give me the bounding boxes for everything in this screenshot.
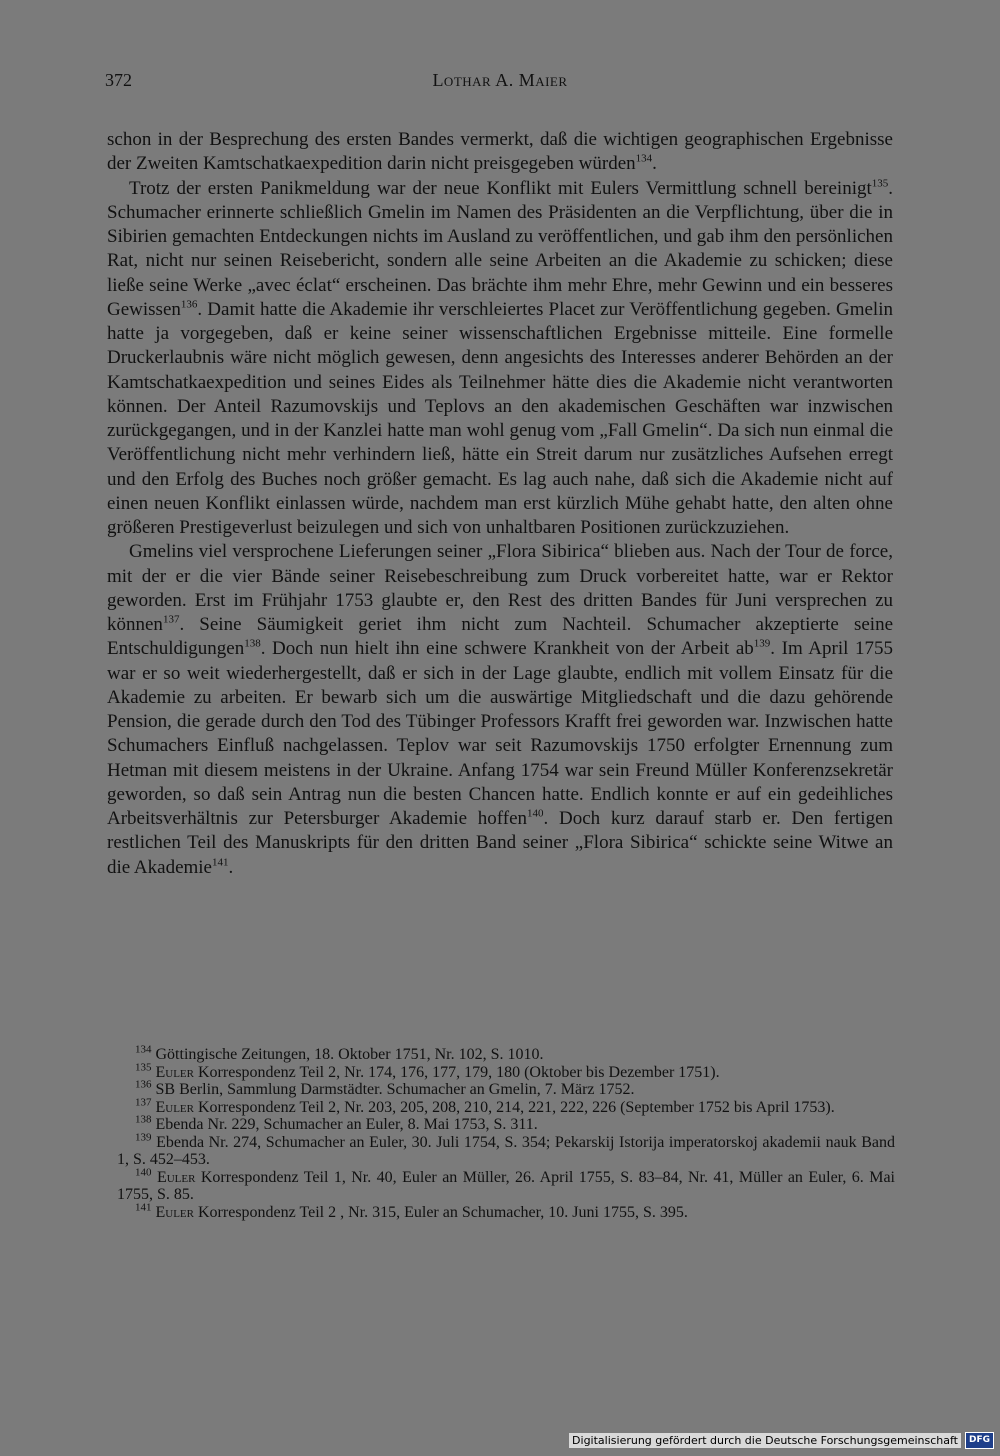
digitization-note: Digitalisierung gefördert durch die Deutsche Forschungsgemeinschaft (569, 1433, 961, 1448)
text-run: . Im April 1755 war er so weit wiederhergestellt, daß er sich in der Lage glaubte, endlich mit vollem Einsatz für die Akademie zu arbeiten. Er bewarb sich um die auswärtige Mitgliedschaft und die dazu gehörende Pension, die gerade durch den Tod des Tübinger Professors Krafft frei geworden war. Inzwischen hatte Schumachers Einfluß nachgelassen. Teplov war seit Razumovskijs 1750 erfolgter Ernennung zum Hetman mit diesem meistens in der Ukraine. Anfang 1754 war sein Freund Müller Konferenzsekretär geworden, so daß sein Antrag nun die besten Chancen hatte. Endlich konnte er auf ein gedeihliches Arbeitsverhältnis zur Petersburger Akademie hoffen (107, 638, 893, 829)
footnote-ref: 136 (180, 298, 198, 311)
text-run: Gmelins viel versprochene Lieferungen seiner „Flora Sibirica“ blieben aus. Nach der Tour de force, mit der er die vier Bände seiner Reisebeschreibung zum Druck vorbereitet hatte, war er Rektor geworden. Erst im Frühjahr 1753 glaubte er, den Rest des dritten Bandes für Juni versprechen zu können (107, 541, 893, 635)
paragraph (107, 540, 893, 880)
text-run: . (652, 153, 657, 175)
text-run: . (228, 856, 234, 878)
text-run: schon in der Besprechung des ersten Bandes vermerkt, daß die wichtigen geographischen Ergebnisse der Zweiten Kamtschatkaexpedition darin nicht preisgegeben würden (107, 129, 893, 175)
footnote-ref: 141 (212, 856, 229, 869)
footnote-text: Ebenda Nr. 274, Schumacher an Euler, 30. Juli 1754, S. 354; Pekarskij Istorija imperatorskoj akademii nauk Band 1, S. 452–453. (117, 1133, 896, 1168)
footnote (117, 1096, 895, 1117)
body-text (107, 128, 893, 880)
author-name: Euler (155, 1098, 194, 1116)
footnote-number: 141 (135, 1201, 152, 1214)
footnote-number: 134 (135, 1043, 152, 1056)
page-number: 372 (105, 70, 132, 90)
author-name: Euler (156, 1168, 196, 1186)
footnote-text: Korrespondenz Teil 2, Nr. 174, 176, 177, 179, 180 (Oktober bis Dezember 1751). (194, 1063, 720, 1081)
digitization-footer (569, 1432, 994, 1448)
paragraph (107, 128, 893, 177)
footnote (117, 1061, 895, 1082)
footnote-number: 136 (135, 1078, 152, 1091)
footnote-number: 135 (135, 1061, 152, 1074)
footnote-ref: 135 (871, 177, 889, 190)
footnote-text: SB Berlin, Sammlung Darmstädter. Schumacher an Gmelin, 7. März 1752. (155, 1081, 635, 1098)
page-header (105, 70, 895, 100)
footnote (117, 1131, 896, 1169)
footnote-number: 138 (135, 1113, 152, 1126)
text-run: . Doch kurz darauf starb er. Den fertigen restlichen Teil des Manuskripts für den dritten Band seiner „Flora Sibirica“ schickte seine Witwe an die Akademie (107, 808, 894, 878)
footnote-text: Ebenda Nr. 229, Schumacher an Euler, 8. Mai 1753, S. 311. (155, 1116, 538, 1133)
text-run: . Damit hatte die Akademie ihr verschleiertes Placet zur Veröffentlichung gegeben. Gmelin hatte ja vorgegeben, daß er keine seiner wissenschaftlichen Ergebnisse mitteile. Eine formelle Druckerlaubnis wäre nicht möglich gewesen, denn angesichts des Interesses anderer Behörden an der Kamtschatkaexpedition und seines Eides als Teilnehmer hätte dies die Akademie nicht verantworten können. Der Anteil Razumovskijs und Teplovs an den akademischen Geschäften war inzwischen zurückgegangen, und in der Kanzlei hatte man wohl genug vom „Fall Gmelin“. Da sich nun einmal die Veröffentlichung nicht mehr verhindern ließ, hätte ein Streit darum nur zusätzliches Aufsehen erregt und den Erfolg des Buches noch größer gemacht. Es lag auch nahe, daß sich die Akademie nicht auf einen neuen Konflikt einlassen würde, nachdem man erst kürzlich Mühe gehabt hatte, den alten ohne größeren Prestigeverlust beizulegen und sich von unhaltbaren Positionen zurückzuziehen. (107, 298, 893, 538)
footnote-number: 139 (135, 1131, 152, 1144)
running-head: Lothar A. Maier (432, 70, 568, 90)
footnote-ref: 134 (635, 152, 653, 165)
footnote-number: 137 (135, 1096, 152, 1109)
footnote-text: Korrespondenz Teil 1, Nr. 40, Euler an Müller, 26. April 1755, S. 83–84, Nr. 41, Müller an Euler, 6. Mai 1755, S. 85. (117, 1168, 896, 1203)
footnote (117, 1113, 895, 1134)
text-run: . Doch nun hielt ihn eine schwere Krankheit von der Arbeit ab (260, 638, 754, 660)
footnote (117, 1043, 895, 1064)
footnote-number: 140 (135, 1166, 152, 1179)
footnote-ref: 138 (244, 637, 261, 650)
footnote-ref: 140 (527, 807, 544, 820)
dfg-logo: DFG (965, 1432, 994, 1449)
footnote-text: Korrespondenz Teil 2, Nr. 203, 205, 208, 210, 214, 221, 222, 226 (September 1752 bis April 1753). (194, 1098, 835, 1116)
text-run: Trotz der ersten Panikmeldung war der neue Konflikt mit Eulers Vermittlung schnell bereinigt (129, 177, 872, 199)
author-name: Euler (155, 1203, 194, 1221)
text-run: . Schumacher erinnerte schließlich Gmelin im Namen des Präsidenten an die Verpflichtung, über die in Sibirien gemachten Entdeckungen nichts im Ausland zu veröffentlichen, und gab ihm den persönlichen Rat, nicht nur seinen Reisebericht, sondern alle seine Arbeiten an die Akademie zu schicken; diese ließe seine Werke „avec éclat“ erscheinen. Das brächte ihm mehr Ehre, mehr Gewinn und ein besseres Gewissen (107, 177, 893, 320)
footnote (117, 1078, 895, 1099)
footnote (117, 1166, 896, 1204)
footnotes (117, 1043, 896, 1221)
footnote (117, 1201, 895, 1222)
author-name: Euler (155, 1063, 194, 1081)
footnote-ref: 137 (162, 613, 180, 626)
footnote-text: Korrespondenz Teil 2 , Nr. 315, Euler an Schumacher, 10. Juni 1755, S. 395. (194, 1203, 688, 1221)
text-run: . Seine Säumigkeit geriet ihm nicht zum Nachteil. Schumacher akzeptierte seine Entschuldigungen (107, 614, 893, 660)
footnote-ref: 139 (753, 637, 771, 650)
footnote-text: Göttingische Zeitungen, 18. Oktober 1751, Nr. 102, S. 1010. (155, 1046, 544, 1063)
paragraph (107, 177, 893, 541)
